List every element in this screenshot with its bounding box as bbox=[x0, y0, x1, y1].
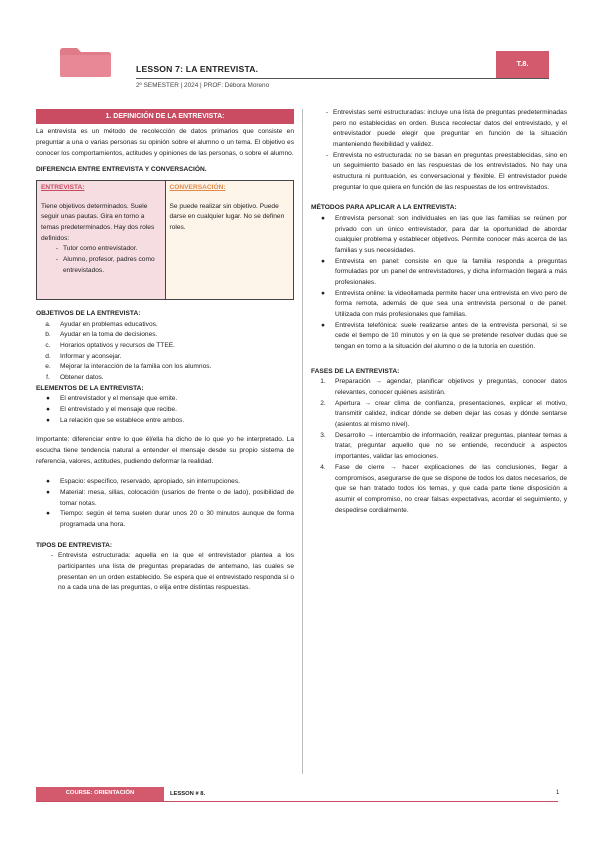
conversacion-head: CONVERSACIÓN: bbox=[169, 184, 226, 192]
list-item: ● La relación que se establece entre ambos. bbox=[46, 416, 185, 424]
list-item: 2. Apertura → crear clima de confianza, presentaciones, explicar el motivo, transmitir calidez, indicar dónde se deben dejar las cosas y dónde sentarse (asientos al mismo nivel). bbox=[320, 399, 567, 429]
metodos-list bbox=[311, 214, 567, 353]
list-item: ● Entrevista en panel: consiste en que la familia responda a preguntas formuladas por un panel de entrevistadores, y dicha información llegará a más profesionales. bbox=[321, 257, 567, 287]
list-item: - Alumno, profesor, padres como entrevistados. bbox=[55, 256, 155, 274]
column-divider bbox=[302, 109, 303, 774]
elementos-list bbox=[36, 394, 294, 426]
footer-lesson: LESSON # 8. bbox=[170, 791, 206, 797]
entrevista-text: Tiene objetivos determinados. Suele seguir unas pautas. Gira en torno a temas predeterminados. Hay dos roles definidos: bbox=[41, 202, 155, 242]
list-item: e. Mejorar la interacción de la familia con los alumnos. bbox=[45, 363, 212, 371]
list-item: - Entrevistas semi estructuradas: incluye una lista de preguntas predeterminadas pero no establecidas en orden. Busca recolectar datos del entrevistado, y el entrevistador puede elegir que preguntar en función de la situación manteniendo flexibilidad y validez. bbox=[325, 109, 567, 149]
conversacion-cell bbox=[166, 181, 294, 299]
objetivos-heading: OBJETIVOS DE LA ENTREVISTA: bbox=[36, 310, 141, 318]
list-item: ● Espacio: específico, reservado, apropiado, sin interrupciones. bbox=[46, 478, 240, 486]
diff-heading: DIFERENCIA ENTRE ENTREVISTA Y CONVERSACIÓN. bbox=[36, 166, 207, 174]
header-rule bbox=[136, 78, 549, 79]
list-item: b. Ayudar en la toma de decisiones. bbox=[45, 331, 158, 339]
comparison-table bbox=[36, 180, 294, 300]
importante-paragraph: Importante: diferenciar entre lo que él/ella ha dicho de lo que yo he interpretado. La escucha tiene tendencia natural a entender el mensaje desde su propio sistema de referencia, valores, actitudes, pudiendo deformar la realidad. bbox=[36, 436, 294, 465]
list-item: - Entrevista no estructurada: no se basan en preguntas preestablecidas, sino en un seguimiento basado en las respuestas de los entrevistados. No hay una estructura ni puntuación, es conversacional y flexible. El entrevistador puede preguntar lo que quiera en función de las respuestas de los entrevistados. bbox=[325, 151, 567, 191]
list-item: - Entrevista estructurada: aquella en la que el entrevistador plantea a los participantes una lista de preguntas preparadas de antemano, las cuales se presentan en un orden establecido. Se espera que el entrevistado responda sí o no a cada una de las preguntas, o elija entre distintas respuestas. bbox=[50, 552, 294, 592]
conversacion-text: Se puede realizar sin objetivo. Puede darse en cualquier lugar. No se definen roles. bbox=[169, 202, 285, 232]
metodos-heading: MÉTODOS PARA APLICAR A LA ENTREVISTA: bbox=[311, 204, 457, 212]
list-item: c. Horarios optativos y recursos de TTEE. bbox=[45, 342, 175, 350]
entrevista-cell bbox=[37, 181, 166, 299]
elementos-heading: ELEMENTOS DE LA ENTREVISTA: bbox=[36, 384, 144, 392]
tipos-list-right bbox=[311, 108, 567, 193]
right-column bbox=[311, 108, 567, 516]
page-subtitle: 2º SEMESTER | 2024 | PROF: Débora Moreno bbox=[136, 82, 270, 89]
fases-heading: FASES DE LA ENTREVISTA: bbox=[311, 367, 400, 375]
list-item: ● Entrevista telefónica: suele realizarse antes de la entrevista personal, si se cede el tiempo de 10 minutos y en la que se pretende resolver dudas que se tengan en torno a la situación del alumno o de la tutoría en cuestión. bbox=[321, 321, 567, 351]
tipos-heading: TIPOS DE ENTREVISTA: bbox=[36, 541, 113, 549]
entrevista-head: ENTREVISTA: bbox=[41, 184, 85, 192]
list-item: ● Tiempo: según el tema suelen durar unos 20 o 30 minutos aunque de forma programada una hora. bbox=[46, 510, 294, 529]
list-item: ● Entrevista online: la videollamada permite hacer una entrevista en vivo pero de forma remota, además de que sea una entrevista personal o de panel. Utilizada con más profesionales que familias. bbox=[321, 289, 567, 319]
page-title: LESSON 7: LA ENTREVISTA. bbox=[136, 64, 259, 74]
list-item: ● El entrevistador y el mensaje que emite. bbox=[46, 395, 178, 403]
folder-icon bbox=[59, 47, 112, 78]
fases-list bbox=[311, 377, 567, 516]
footer-course: COURSE: ORIENTACIÓN bbox=[36, 787, 164, 801]
intro-paragraph: La entrevista es un método de recolección de datos primarios que consiste en preguntar a una o varias personas su opinión sobre el alumno o un tema. El objetivo es conocer los comportamientos, actitudes y opiniones de las personas, o sobre el alumno. bbox=[36, 128, 294, 157]
list-item: 1. Preparación → agendar, planificar objetivos y preguntas, conocer datos relevantes, conocer quiénes asistirán. bbox=[320, 378, 567, 397]
list-item: d. Informar y aconsejar. bbox=[45, 352, 122, 360]
section-heading: 1. DEFINICIÓN DE LA ENTREVISTA: bbox=[36, 109, 294, 124]
left-column bbox=[36, 109, 294, 594]
list-item: ● El entrevistado y el mensaje que recibe. bbox=[46, 406, 177, 414]
condiciones-list bbox=[36, 477, 294, 530]
list-item: - Tutor como entrevistador. bbox=[55, 245, 138, 253]
list-item: ● Material: mesa, sillas, colocación (usarios de frente o de lado), posibilidad de tomar notas. bbox=[46, 489, 294, 507]
topic-tag: T.8. bbox=[496, 51, 549, 78]
list-item: ● Entrevista personal: son individuales en las que las familias se reúnen por privado con un único entrevistador, para dar la oportunidad de abordar cualquier problema y establecer objetivos. Permite conocer más acerca de las familias y sus necesidades. bbox=[321, 215, 567, 255]
footer-rule bbox=[36, 801, 558, 802]
tipos-list-left bbox=[36, 551, 294, 594]
list-item: 4. Fase de cierre → hacer explicaciones de las conclusiones, llegar a compromisos, asegurarse de que se dispone de todos los datos necesarios, de que se han tratado todos los temas, y que cada parte tiene disposición a asumir el compromiso, no crear falsas expectativas, acordar el seguimiento, y despedirse cordialmente. bbox=[320, 463, 567, 514]
list-item: f. Obtener datos. bbox=[46, 374, 104, 382]
objetivos-list bbox=[36, 320, 294, 384]
list-item: a. Ayudar en problemas educativos. bbox=[45, 320, 158, 328]
list-item: 3. Desarrollo → intercambio de información, realizar preguntas, plantear temas a tratar, preguntar aquello que no se entiende, reconducir a aspectos importantes, validar las emociones. bbox=[320, 431, 567, 461]
page-number: 1 bbox=[556, 790, 560, 796]
